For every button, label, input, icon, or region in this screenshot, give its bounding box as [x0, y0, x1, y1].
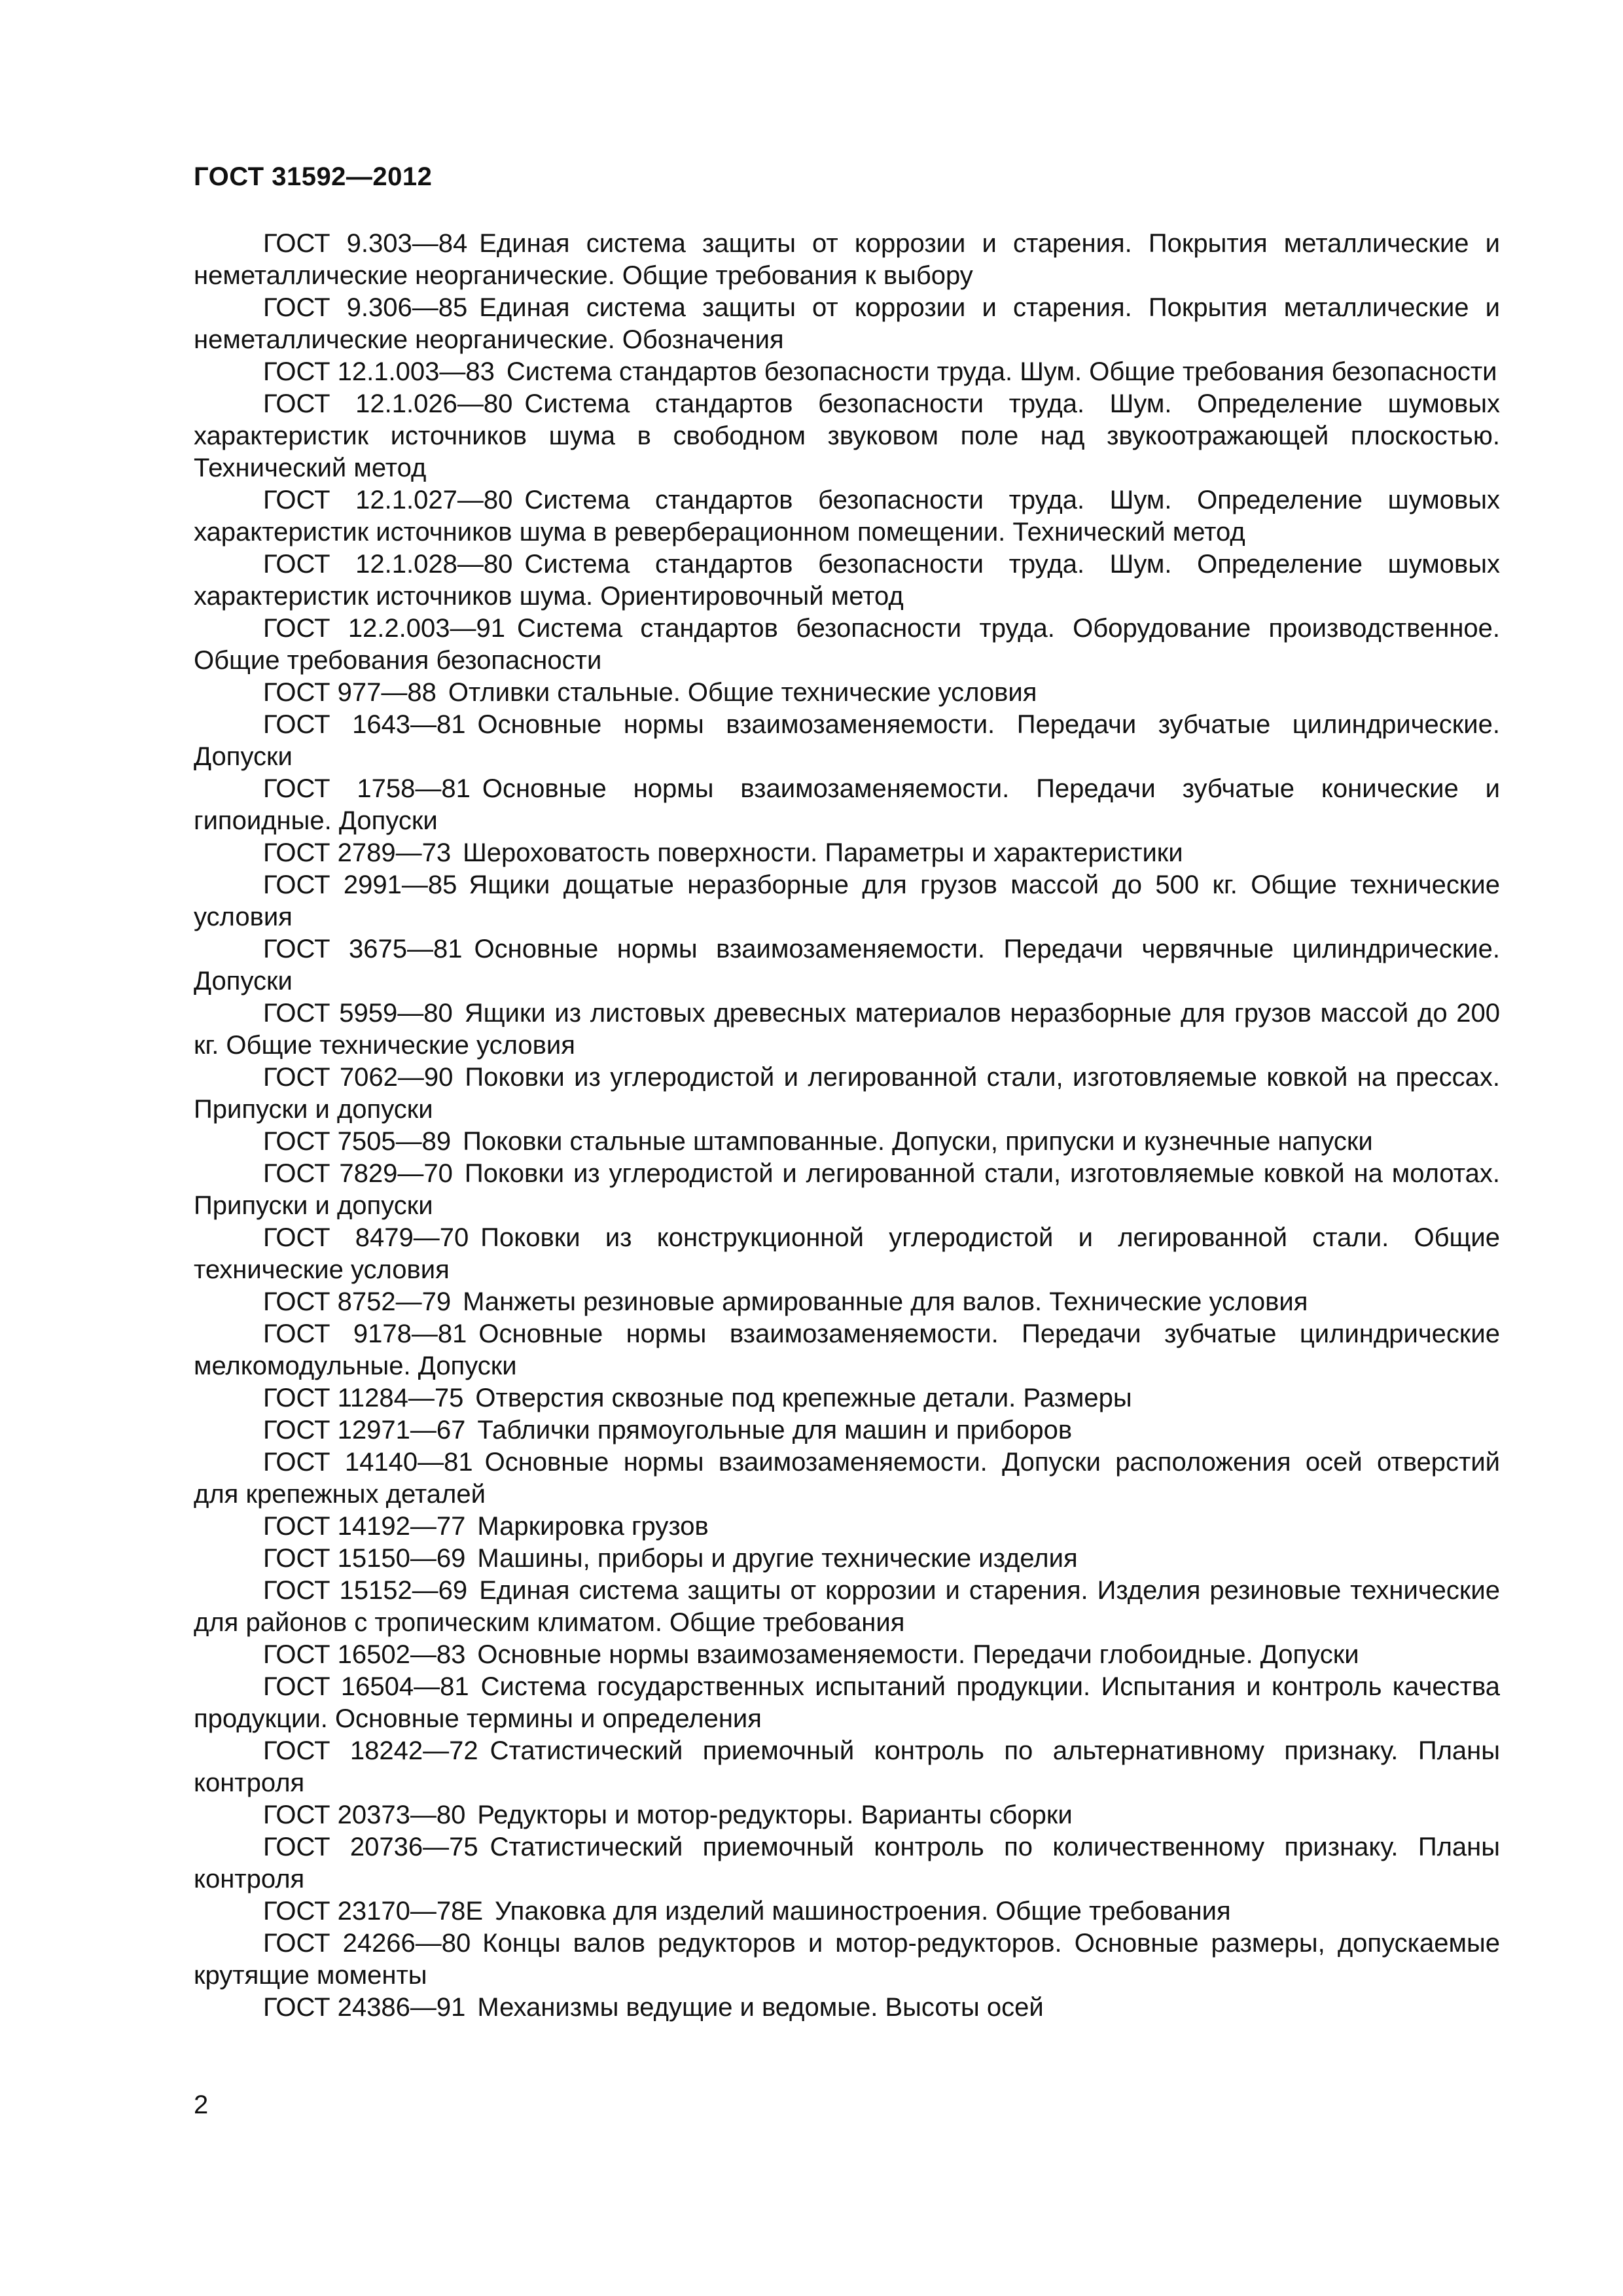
reference-title: Машины, приборы и другие технические изделия: [477, 1544, 1078, 1573]
reference-code: ГОСТ 23170—78Е: [263, 1897, 484, 1926]
reference-code: ГОСТ 20736—75: [263, 1833, 478, 1861]
reference-code: ГОСТ 12.1.003—83: [263, 357, 495, 386]
reference-title: Механизмы ведущие и ведомые. Высоты осей: [477, 1993, 1044, 2022]
reference-item: [194, 869, 1500, 933]
reference-item: [194, 1543, 1500, 1575]
reference-item: [194, 484, 1500, 548]
reference-item: [194, 1511, 1500, 1543]
reference-item: [194, 933, 1500, 997]
reference-item: [194, 1126, 1500, 1158]
reference-title: Система государственных испытаний продукции. Испытания и контроль качества продукции. Основные термины и определения: [194, 1672, 1500, 1733]
reference-title: Система стандартов безопасности труда. Шум. Определение шумовых характеристик источников шума в свободном звуковом поле над звукоотражающей плоскостью. Технический метод: [194, 389, 1500, 482]
reference-title: Статистический приемочный контроль по количественному признаку. Планы контроля: [194, 1833, 1500, 1893]
reference-title: Система стандартов безопасности труда. Оборудование производственное. Общие требования безопасности: [194, 614, 1501, 675]
reference-code: ГОСТ 1643—81: [263, 710, 466, 739]
reference-title: Отверстия сквозные под крепежные детали. Размеры: [475, 1384, 1132, 1412]
reference-code: ГОСТ 18242—72: [263, 1736, 478, 1765]
reference-title: Поковки из конструкционной углеродистой и легированной стали. Общие технические условия: [194, 1223, 1500, 1284]
normative-references-list: [194, 228, 1500, 2024]
reference-code: ГОСТ 12.1.026—80: [263, 389, 513, 418]
reference-item: [194, 292, 1500, 356]
reference-title: Отливки стальные. Общие технические условия: [448, 678, 1037, 707]
reference-item: [194, 613, 1500, 677]
reference-item: [194, 1992, 1500, 2024]
reference-item: [194, 1286, 1500, 1318]
reference-title: Система стандартов безопасности труда. Шум. Определение шумовых характеристик источников шума. Ориентировочный метод: [194, 550, 1500, 611]
reference-item: [194, 1382, 1500, 1414]
reference-code: ГОСТ 14192—77: [263, 1512, 466, 1541]
reference-code: ГОСТ 2991—85: [263, 870, 457, 899]
reference-code: ГОСТ 7829—70: [263, 1159, 453, 1188]
reference-code: ГОСТ 20373—80: [263, 1801, 466, 1829]
reference-item: [194, 1446, 1500, 1511]
reference-title: Основные нормы взаимозаменяемости. Передачи глобоидные. Допуски: [477, 1640, 1359, 1669]
reference-title: Упаковка для изделий машиностроения. Общие требования: [495, 1897, 1231, 1926]
reference-item: [194, 1895, 1500, 1928]
reference-item: [194, 997, 1500, 1062]
reference-item: [194, 1799, 1500, 1831]
reference-code: ГОСТ 11284—75: [263, 1384, 464, 1412]
reference-item: [194, 1318, 1500, 1382]
reference-item: [194, 837, 1500, 869]
reference-title: Ящики из листовых древесных материалов неразборные для грузов массой до 200 кг. Общие технические условия: [194, 999, 1501, 1060]
reference-title: Основные нормы взаимозаменяемости. Передачи зубчатые цилиндрические. Допуски: [194, 710, 1500, 771]
reference-title: Статистический приемочный контроль по альтернативному признаку. Планы контроля: [194, 1736, 1501, 1797]
reference-code: ГОСТ 24386—91: [263, 1993, 466, 2022]
reference-code: ГОСТ 14140—81: [263, 1448, 473, 1477]
reference-code: ГОСТ 8479—70: [263, 1223, 469, 1252]
reference-code: ГОСТ 3675—81: [263, 935, 463, 963]
reference-item: [194, 1414, 1500, 1446]
reference-item: [194, 1639, 1500, 1671]
reference-title: Ящики дощатые неразборные для грузов массой до 500 кг. Общие технические условия: [194, 870, 1500, 931]
reference-item: [194, 388, 1500, 484]
reference-title: Система стандартов безопасности труда. Шум. Общие требования безопасности: [506, 357, 1497, 386]
document-code-header: ГОСТ 31592—2012: [194, 162, 433, 191]
reference-title: Основные нормы взаимозаменяемости. Передачи зубчатые цилиндрические мелкомодульные. Допуски: [194, 1319, 1501, 1380]
reference-code: ГОСТ 12971—67: [263, 1416, 466, 1444]
reference-title: Основные нормы взаимозаменяемости. Допуски расположения осей отверстий для крепежных деталей: [194, 1448, 1501, 1509]
reference-item: [194, 1671, 1500, 1735]
reference-item: [194, 356, 1500, 388]
reference-item: [194, 677, 1500, 709]
reference-title: Система стандартов безопасности труда. Шум. Определение шумовых характеристик источников шума в реверберационном помещении. Технический метод: [194, 486, 1500, 547]
reference-item: [194, 1062, 1500, 1126]
reference-title: Манжеты резиновые армированные для валов. Технические условия: [463, 1287, 1308, 1316]
reference-title: Единая система защиты от коррозии и старения. Покрытия металлические и неметаллические неорганические. Обозначения: [194, 293, 1500, 354]
reference-item: [194, 1928, 1500, 1992]
reference-title: Единая система защиты от коррозии и старения. Изделия резиновые технические для районов с тропическим климатом. Общие требования: [194, 1576, 1500, 1637]
reference-title: Маркировка грузов: [477, 1512, 709, 1541]
reference-code: ГОСТ 977—88: [263, 678, 437, 707]
reference-title: Таблички прямоугольные для машин и приборов: [477, 1416, 1073, 1444]
reference-code: ГОСТ 9178—81: [263, 1319, 467, 1348]
reference-item: [194, 1831, 1500, 1895]
reference-title: Поковки из углеродистой и легированной стали, изготовляемые ковкой на молотах. Припуски и допуски: [194, 1159, 1501, 1220]
reference-code: ГОСТ 1758—81: [263, 774, 471, 803]
reference-code: ГОСТ 15152—69: [263, 1576, 468, 1605]
reference-code: ГОСТ 9.303—84: [263, 229, 468, 258]
reference-title: Основные нормы взаимозаменяемости. Передачи червячные цилиндрические. Допуски: [194, 935, 1501, 996]
reference-title: Концы валов редукторов и мотор-редукторов. Основные размеры, допускаемые крутящие моменты: [194, 1929, 1500, 1990]
reference-title: Поковки стальные штампованные. Допуски, припуски и кузнечные напуски: [463, 1127, 1373, 1156]
reference-code: ГОСТ 12.1.028—80: [263, 550, 513, 579]
reference-code: ГОСТ 7505—89: [263, 1127, 452, 1156]
reference-item: [194, 1222, 1500, 1286]
reference-title: Поковки из углеродистой и легированной стали, изготовляемые ковкой на прессах. Припуски и допуски: [194, 1063, 1500, 1124]
reference-code: ГОСТ 15150—69: [263, 1544, 466, 1573]
reference-title: Единая система защиты от коррозии и старения. Покрытия металлические и неметаллические неорганические. Общие требования к выбору: [194, 229, 1500, 290]
page-number: 2: [194, 2090, 209, 2119]
reference-code: ГОСТ 12.1.027—80: [263, 486, 513, 514]
reference-code: ГОСТ 16504—81: [263, 1672, 469, 1701]
reference-item: [194, 1158, 1500, 1222]
reference-code: ГОСТ 9.306—85: [263, 293, 468, 322]
reference-item: [194, 773, 1500, 837]
reference-code: ГОСТ 7062—90: [263, 1063, 454, 1092]
reference-item: [194, 548, 1500, 613]
reference-item: [194, 1575, 1500, 1639]
reference-code: ГОСТ 24266—80: [263, 1929, 471, 1958]
reference-item: [194, 1735, 1500, 1799]
reference-item: [194, 709, 1500, 773]
reference-code: ГОСТ 8752—79: [263, 1287, 452, 1316]
reference-title: Основные нормы взаимозаменяемости. Передачи зубчатые конические и гипоидные. Допуски: [194, 774, 1500, 835]
reference-title: Редукторы и мотор-редукторы. Варианты сборки: [477, 1801, 1073, 1829]
reference-code: ГОСТ 12.2.003—91: [263, 614, 506, 643]
reference-code: ГОСТ 2789—73: [263, 838, 452, 867]
reference-item: [194, 228, 1500, 292]
reference-code: ГОСТ 16502—83: [263, 1640, 466, 1669]
reference-code: ГОСТ 5959—80: [263, 999, 453, 1028]
reference-title: Шероховатость поверхности. Параметры и характеристики: [463, 838, 1183, 867]
